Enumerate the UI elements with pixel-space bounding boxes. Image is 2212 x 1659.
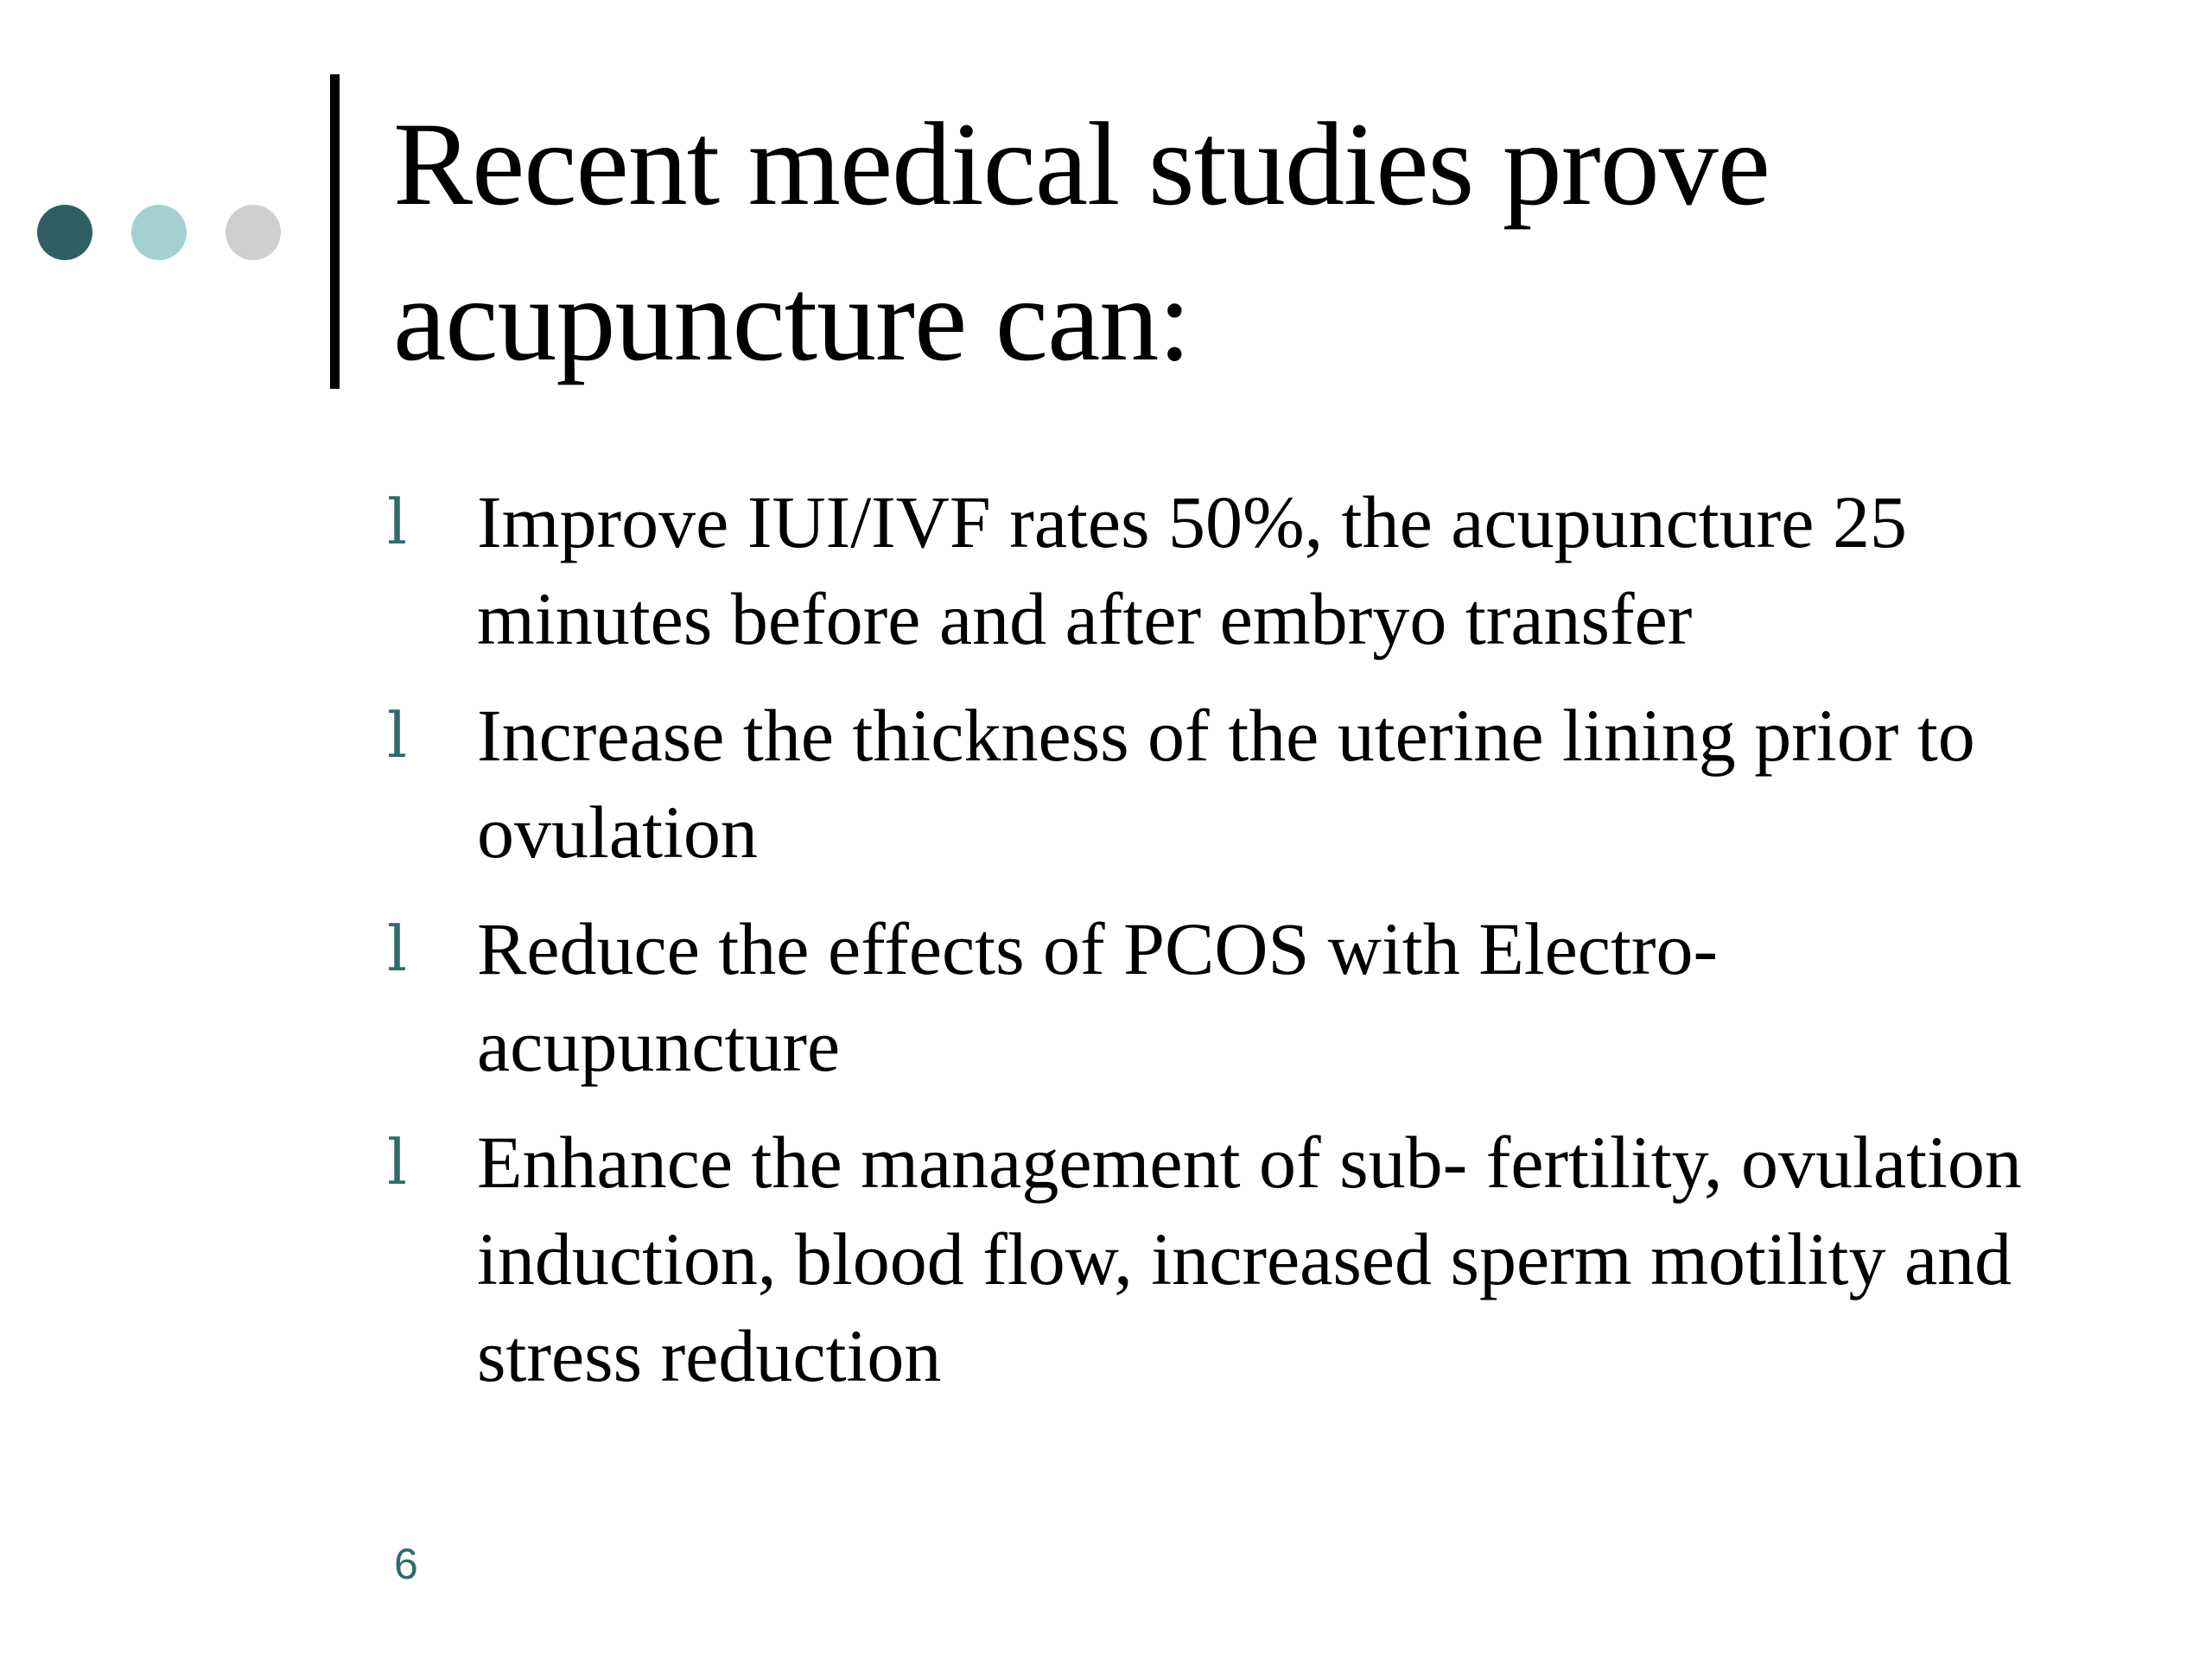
bullet-item bbox=[387, 900, 2081, 1094]
dot-light-icon bbox=[131, 205, 187, 260]
slide-title: Recent medical studies prove acupuncture can: bbox=[393, 98, 1770, 385]
bullet-marker-icon: l bbox=[387, 1126, 408, 1198]
bullet-text: Enhance the management of sub- fertility, ovulation induction, blood flow, increased sperm motility and stress reduction bbox=[477, 1121, 2022, 1397]
page-number: 6 bbox=[394, 1540, 418, 1588]
title-divider bbox=[330, 74, 340, 389]
decorative-dots bbox=[37, 205, 281, 260]
bullet-item bbox=[387, 1114, 2081, 1404]
dot-dark-icon bbox=[37, 205, 92, 260]
bullet-marker-icon: l bbox=[387, 486, 408, 558]
bullet-list bbox=[387, 474, 2081, 1424]
bullet-text: Increase the thickness of the uterine lining prior to ovulation bbox=[477, 694, 1975, 874]
bullet-marker-icon: l bbox=[387, 699, 408, 772]
bullet-text: Improve IUI/IVF rates 50%, the acupuncture 25 minutes before and after embryo transfer bbox=[477, 480, 1907, 660]
bullet-item bbox=[387, 687, 2081, 880]
dot-gray-icon bbox=[226, 205, 281, 260]
bullet-text: Reduce the effects of PCOS with Electro-acupuncture bbox=[477, 907, 1719, 1087]
bullet-marker-icon: l bbox=[387, 912, 408, 985]
bullet-item bbox=[387, 474, 2081, 667]
